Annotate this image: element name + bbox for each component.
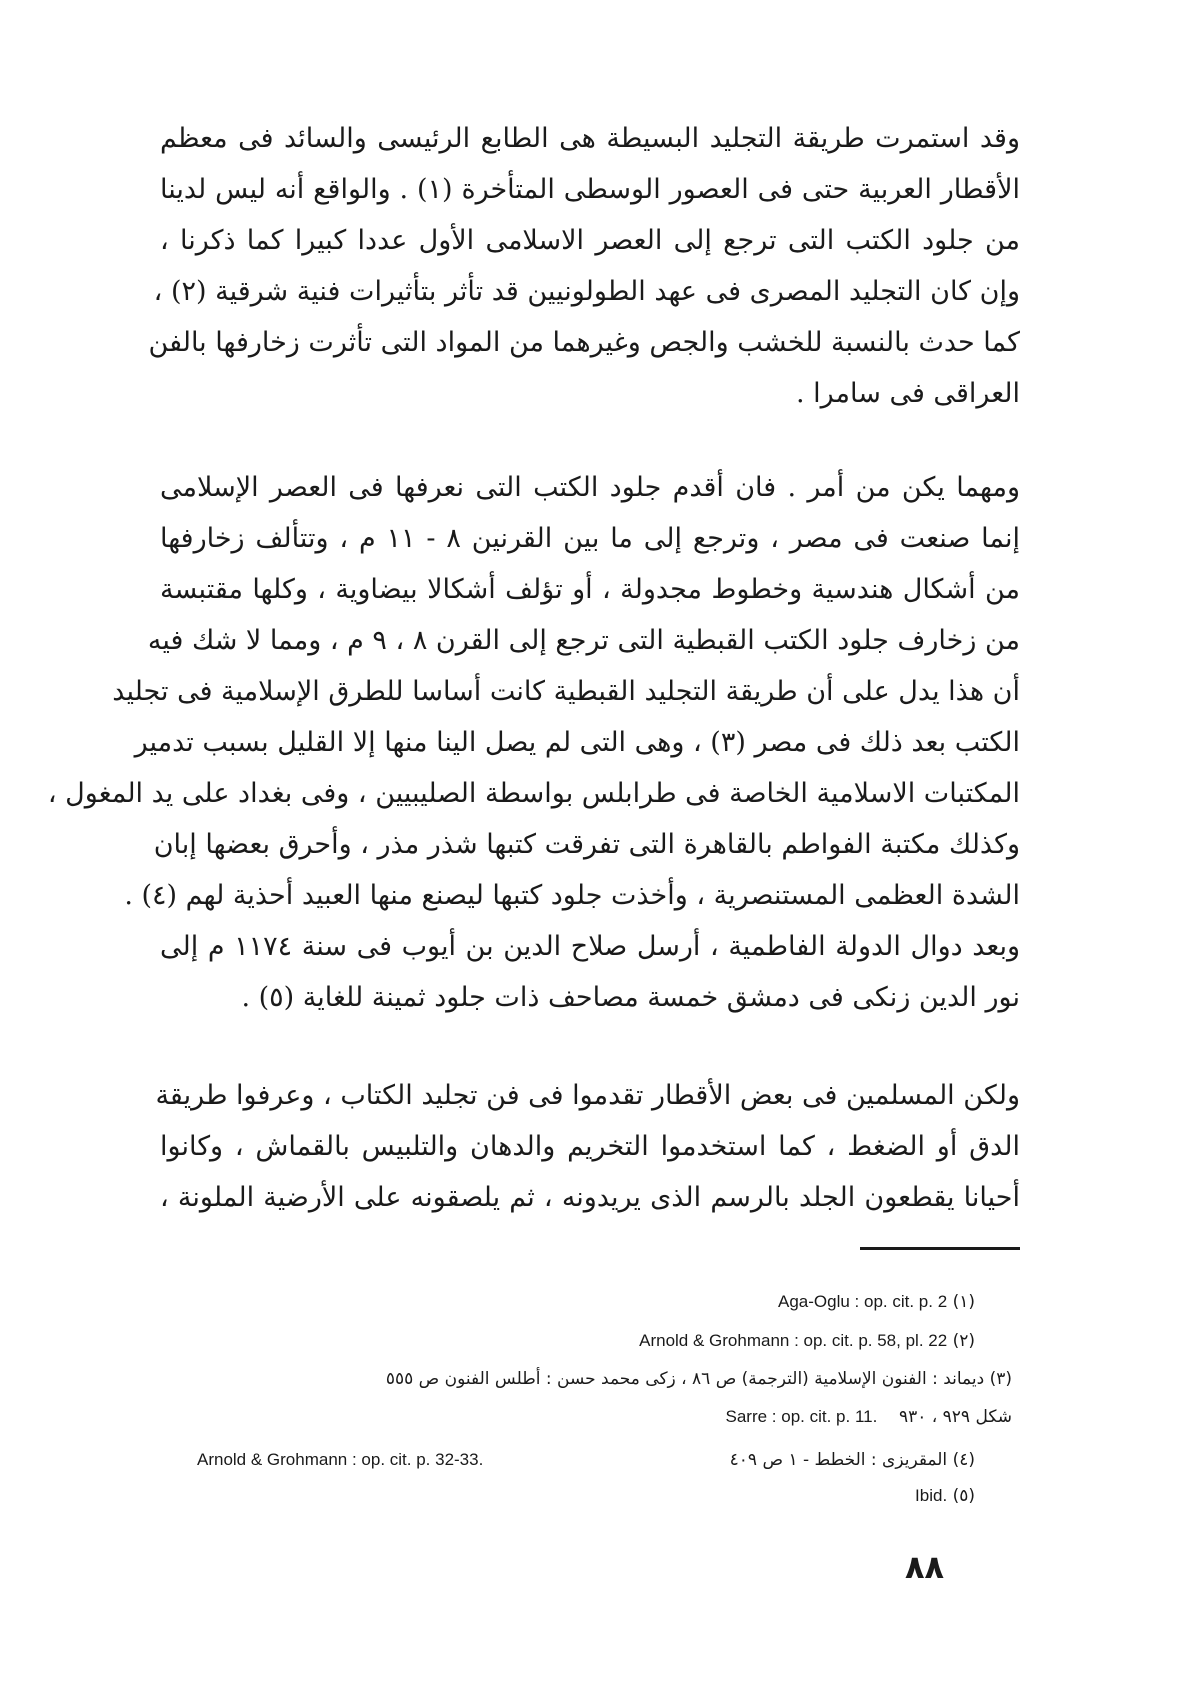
paragraph-2 [47,462,1021,1023]
text-line: نور الدين زنكى فى دمشق خمسة مصاحف ذات جلود ثمينة للغاية (٥) . [241,982,1020,1013]
text-line: ومهما يكن من أمر . فان أقدم جلود الكتب التى نعرفها فى العصر الإسلامى [160,472,1020,503]
text-line: وبعد دوال الدولة الفاطمية ، أرسل صلاح الدين بن أيوب فى سنة ١١٧٤ م إلى [160,931,1021,962]
footnote-text: المقريزى : الخطط - ١ ص ٤٠٩ [729,1450,948,1470]
footnote-reference: Aga-Oglu : op. cit. p. 2 [778,1292,948,1311]
footnote-number: (٥) [952,1486,975,1506]
text-line: العراقى فى سامرا . [795,378,1020,409]
footnote-number: (٤) [952,1450,975,1470]
paragraph-1 [148,113,1020,419]
text-line: ولكن المسلمين فى بعض الأقطار تقدموا فى فن تجليد الكتاب ، وعرفوا طريقة [155,1080,1020,1111]
text-line: أحيانا يقطعون الجلد بالرسم الذى يريدونه ، ثم يلصقونه على الأرضية الملونة ، [160,1182,1020,1213]
text-line: كما حدث بالنسبة للخشب والجص وغيرهما من المواد التى تأثرت زخارفها بالفن [148,327,1020,358]
text-line: المكتبات الاسلامية الخاصة فى طرابلس بواسطة الصليبيين ، وفى بغداد على يد المغول ، [47,778,1020,809]
text-line: من أشكال هندسية وخطوط مجدولة ، أو تؤلف أشكالا بيضاوية ، وكلها مقتبسة [160,574,1020,605]
footnote-4 [730,1445,975,1475]
text-line: الكتب بعد ذلك فى مصر (٣) ، وهى التى لم يصل الينا منها إلا القليل بسبب تدمير [134,727,1020,758]
text-line: الشدة العظمى المستنصرية ، وأخذت جلود كتبها ليصنع منها العبيد أحذية لهم (٤) . [124,880,1020,911]
text-line: من جلود الكتب التى ترجع إلى العصر الاسلامى الأول عددا كبيرا كما ذكرنا ، [160,225,1020,256]
footnote-1 [778,1287,975,1317]
paragraph-3 [155,1070,1020,1223]
text-line: وكذلك مكتبة الفواطم بالقاهرة التى تفرقت كتبها شذر مذر ، وأحرق بعضها إبان [153,829,1020,860]
footnote-text: شكل ٩٢٩ ، ٩٣٠ [898,1407,1012,1427]
footnote-number: (٢) [952,1331,975,1351]
footnote-number: (١) [952,1292,975,1312]
text-line: الدق أو الضغط ، كما استخدموا التخريم والدهان والتلبيس بالقماش ، وكانوا [160,1131,1020,1162]
text-line: وإن كان التجليد المصرى فى عهد الطولونيين قد تأثر بتأثيرات فنية شرقية (٢) ، [153,276,1020,307]
text-line: من زخارف جلود الكتب القبطية التى ترجع إلى القرن ٨ ، ٩ م ، ومما لا شك فيه [147,625,1020,656]
footnote-3-continued [726,1402,1012,1432]
footnote-3 [386,1364,1012,1394]
footnote-4-reference [197,1445,483,1475]
footnote-reference: Arnold & Grohmann : op. cit. p. 58, pl. 22 [639,1331,948,1350]
text-line: إنما صنعت فى مصر ، وترجع إلى ما بين القرنين ٨ - ١١ م ، وتتألف زخارفها [160,523,1021,554]
footnote-number: (٣) [989,1369,1012,1389]
page-number: ٨٨ [905,1548,945,1586]
footnote-5 [915,1481,975,1511]
text-line: أن هذا يدل على أن طريقة التجليد القبطية كانت أساسا للطرق الإسلامية فى تجليد [112,676,1020,707]
footnote-2 [639,1326,975,1356]
text-line: الأقطار العربية حتى فى العصور الوسطى المتأخرة (١) . والواقع أنه ليس لدينا [160,174,1020,205]
footnote-reference: Arnold & Grohmann : op. cit. p. 32-33. [197,1450,484,1469]
footnote-reference: Sarre : op. cit. p. 11. [725,1407,878,1426]
footnote-reference: Ibid. [915,1486,948,1505]
footnote-divider [860,1247,1020,1250]
text-line: وقد استمرت طريقة التجليد البسيطة هى الطابع الرئيسى والسائد فى معظم [160,123,1020,154]
footnote-text: ديماند : الفنون الإسلامية (الترجمة) ص ٨٦ ، زكى محمد حسن : أطلس الفنون ص ٥٥٥ [385,1369,985,1389]
